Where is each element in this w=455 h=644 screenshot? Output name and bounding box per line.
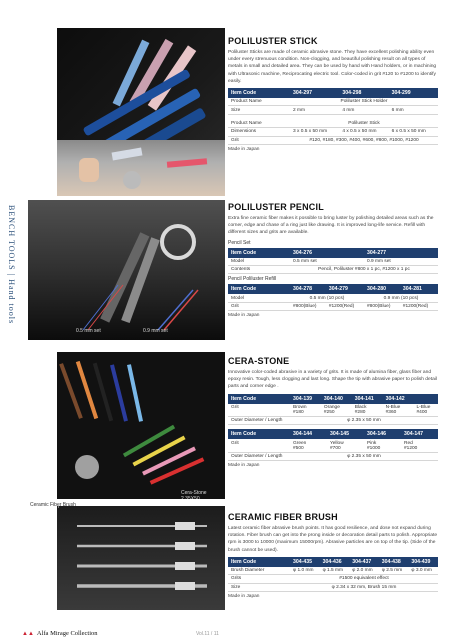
row-label: Grit (228, 404, 290, 417)
cell: φ 2.35 x 50 mm (290, 452, 438, 460)
cell: #120, #180, #300, #400, #600, #800, #1000, #1200 (290, 136, 438, 144)
th-item-code: Item Code (228, 394, 290, 404)
th-code: 304-438 (379, 557, 409, 567)
row-label: Product Name (228, 98, 290, 106)
section-description: Extra fine ceramic fiber makes it possible to bring luster by polishing detailed areas such as the corner, edge and chase of a ring just like drawing. It is improved long-life service. Refill with different sizes and grits are available. (228, 216, 434, 236)
cell: Orange #250 (321, 404, 352, 417)
cell: L-Blue #400 (414, 404, 439, 417)
cell: 4 x 0.5 x 50 mm (339, 128, 388, 136)
cell: φ 2.34 x 32 mm, Brush 15 mm (290, 583, 438, 591)
page-number: Vol.11 / 11 (196, 631, 219, 637)
th-code: 304-281 (400, 284, 438, 294)
row-label: Brush Diameter (228, 567, 290, 575)
section-title: POLILUSTER STICK (228, 36, 318, 46)
th-code: 304-297 (290, 88, 339, 98)
row-label: Dimensions (228, 128, 290, 136)
brush-illustration (57, 506, 225, 610)
th-code: 304-436 (320, 557, 350, 567)
cell: φ 2.5 mm (379, 567, 409, 575)
pencil-refill-label: Pencil Poliluster Refill (228, 276, 277, 283)
cell: Yellow #700 (327, 439, 364, 452)
row-label: Contents (228, 265, 290, 273)
cell: #1200(Red) (326, 302, 364, 310)
cera-stone-table-1 (228, 394, 438, 426)
cera-stone-photo (57, 352, 225, 499)
made-in-note: Made in Japan (228, 146, 260, 152)
cell: Red #1200 (401, 439, 438, 452)
ceramic-brush-section (228, 512, 438, 599)
th-code: 304-142 (383, 394, 414, 404)
section-description: Latest ceramic fiber abrasive brush points. It has good resilience, and dose not expand during rotation. Fiber brush can get into the prong inside or decoration detail parts to polish. Appropriate rpm is 3000 to 10000 (maximum 15000rpm). Abrasive particles are on top of the tip. (Side of the brush cannot be used). (228, 526, 438, 553)
row-label: Size (228, 106, 290, 114)
row-label: Grits (228, 575, 290, 583)
cell: Poliluster Stick (290, 120, 438, 128)
th-item-code: Item Code (228, 88, 290, 98)
footer-brand (22, 630, 98, 637)
th-code: 304-435 (290, 557, 320, 567)
side-category-label (2, 205, 18, 365)
th-item-code: Item Code (228, 557, 290, 567)
pencil-set-table (228, 248, 438, 275)
row-label: Model (228, 294, 290, 302)
cell: Pencil, Poliluster #800 x 1 pc, #1200 x 1 pc (290, 265, 438, 273)
img2-caption-a: 0.5 mm set (76, 328, 101, 334)
img2-caption-b: 0.9 mm set (143, 328, 168, 334)
cell: Green #500 (290, 439, 327, 452)
cell: φ 2.0 mm (349, 567, 379, 575)
th-code: 304-276 (290, 248, 364, 258)
cell: Poliluster Stick Holder (290, 98, 438, 106)
th-code: 304-299 (389, 88, 438, 98)
side-bench-tools: BENCH TOOLS (7, 205, 16, 271)
made-in-note: Made in Japan (228, 313, 260, 319)
side-sep: | (7, 273, 16, 277)
hand-polishing-photo (57, 140, 225, 196)
cell: 3 x 0.5 x 50 mm (290, 128, 339, 136)
row-label: Grit (228, 439, 290, 452)
cell: 0.9 mm (10 pcs) (364, 294, 438, 302)
th-code: 304-280 (364, 284, 400, 294)
th-code: 304-147 (401, 429, 438, 439)
cera-stone-table-2 (228, 429, 438, 461)
cell: 0.5 mm set (290, 258, 364, 266)
poliluster-pencil-section (228, 202, 438, 318)
row-label: Model (228, 258, 290, 266)
cell: 0.5 mm (10 pcs) (290, 294, 364, 302)
cell: #800(Blue) (290, 302, 326, 310)
th-code: 304-437 (349, 557, 379, 567)
cell: φ 1.5 mm (320, 567, 350, 575)
cell: #800(Blue) (364, 302, 400, 310)
section-title: CERA-STONE (228, 356, 290, 366)
made-in-note: Made in Japan (228, 463, 260, 469)
cell: Brown #180 (290, 404, 321, 417)
th-code: 304-279 (326, 284, 364, 294)
cell: 2 mm (290, 106, 339, 114)
th-code: 304-439 (408, 557, 438, 567)
stick-holder-table (228, 88, 438, 115)
cell: 0.9 mm set (364, 258, 438, 266)
th-item-code: Item Code (228, 248, 290, 258)
th-code: 304-298 (339, 88, 388, 98)
img4-caption-outer: Ceramic Fiber Brush (30, 502, 76, 508)
cell: N-Blue #360 (383, 404, 414, 417)
side-hand-tools: Hand tools (7, 279, 16, 325)
section-description: Poliluster Sticks are made of ceramic abrasive stone. They have excellent polishing ability even under every strenuous condition. Non-clogging, and beautiful polishing result on all types of metals in small and detailed area. They can be used by hand with Hand holders, or in machining with Ultrasonic machine, Reciprocating electric tool. Color-coded in grit #120 to #1200 to identify easily. (228, 50, 437, 84)
pencil-illustration (28, 200, 225, 340)
th-code: 304-144 (290, 429, 327, 439)
th-item-code: Item Code (228, 284, 290, 294)
row-label: Grit (228, 302, 290, 310)
th-code: 304-140 (321, 394, 352, 404)
cell: φ 3.0 mm (408, 567, 438, 575)
th-code: 304-146 (364, 429, 401, 439)
brand-name: Alfa Mirage Collection (36, 630, 98, 637)
made-in-note: Made in Japan (228, 593, 260, 599)
hand-illustration (57, 140, 225, 196)
row-label: Outer Diameter / Length (228, 452, 290, 460)
section-description: Innovative color-coded abrasive in a variety of grits. It is made of alumina fiber, glass fiber and epoxy resin. Tough, less clogging and last long. Shape the tip with abrasive paper to polish detail parts and corner edge . (228, 370, 437, 390)
cell: φ 2.35 x 50 mm (290, 416, 438, 424)
row-label: Grit (228, 136, 290, 144)
cell: #1200(Red) (400, 302, 438, 310)
th-code: 304-141 (352, 394, 383, 404)
th-code: 304-139 (290, 394, 321, 404)
cell: Pink #1000 (364, 439, 401, 452)
th-code: 304-145 (327, 429, 364, 439)
ceramic-brush-photo (57, 506, 225, 610)
cell: φ 1.0 mm (290, 567, 320, 575)
cell: 6 x 0.5 x 50 mm (389, 128, 438, 136)
poliluster-stick-section (228, 36, 438, 152)
cera-stone-section (228, 356, 438, 468)
row-label: Product Name (228, 120, 290, 128)
th-code: 304-277 (364, 248, 438, 258)
cell: 4 mm (339, 106, 388, 114)
th-code: 304-278 (290, 284, 326, 294)
poliluster-pencil-photo (28, 200, 225, 340)
pencil-set-label: Pencil Set (228, 239, 251, 246)
section-title: POLILUSTER PENCIL (228, 202, 324, 212)
row-label: Size (228, 583, 290, 591)
row-label: Outer Diameter / Length (228, 416, 290, 424)
pencil-refill-table (228, 284, 438, 311)
section-title: CERAMIC FIBER BRUSH (228, 512, 338, 522)
th-item-code: Item Code (228, 429, 290, 439)
img3-caption: Cera-Stone 2.35X50 (181, 490, 207, 499)
cell: 6 mm (389, 106, 438, 114)
cell: #1500 equivalent effect (290, 575, 438, 583)
brand-logo-icon: ▲▲ (22, 631, 34, 637)
cera-stone-illustration (57, 352, 225, 499)
stick-table (228, 120, 438, 145)
brush-table (228, 557, 438, 592)
cell: Black #280 (352, 404, 383, 417)
